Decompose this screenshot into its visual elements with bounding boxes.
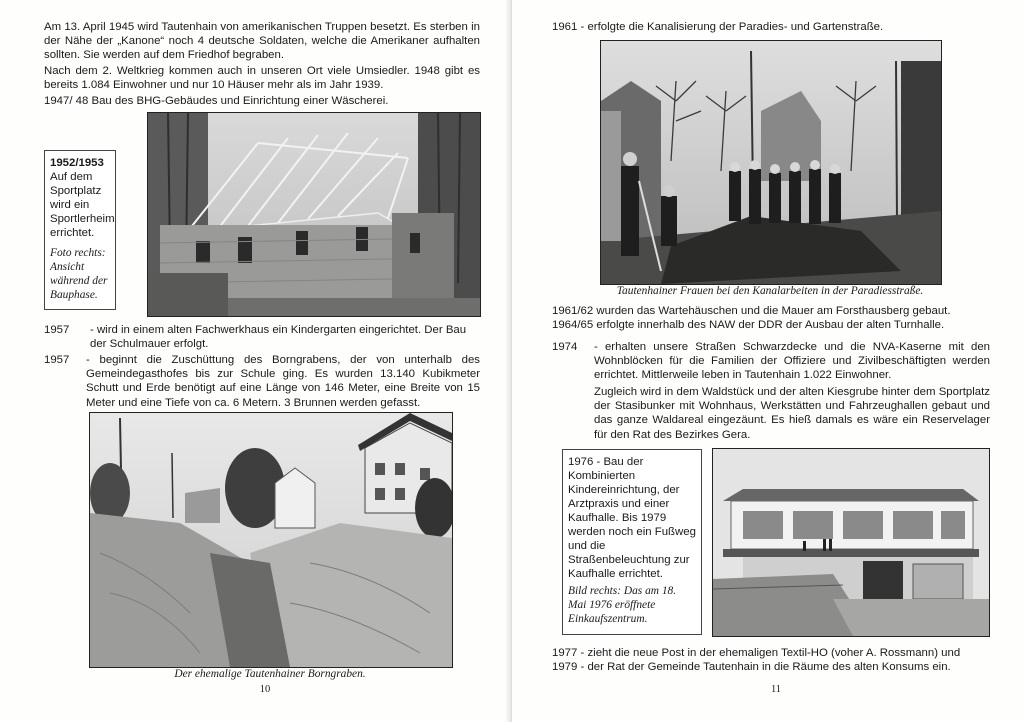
entry-1961-62: 1961/62 wurden das Wartehäuschen und die Mauer am Forsthausberg gebaut. xyxy=(552,305,951,317)
photo-borngraben xyxy=(89,412,453,668)
box-caption: Foto rechts: Ansicht während der Bauphase. xyxy=(50,247,108,301)
page-right xyxy=(512,0,1024,722)
photo-caption-canal-works: Tautenhainer Frauen bei den Kanalarbeiten in der Paradiesstraße. xyxy=(616,285,924,297)
photo-sportlerheim-construction xyxy=(147,112,481,317)
bhg-paragraph: 1947/ 48 Bau des BHG-Gebäudes und Einrichtung einer Wäscherei. xyxy=(44,95,389,107)
entry-1964-65: 1964/65 erfolgte innerhalb des NAW der DDR der Ausbau der alten Turnhalle. xyxy=(552,319,945,331)
entry-1961: 1961 - erfolgte die Kanalisierung der Paradies- und Gartenstraße. xyxy=(552,21,884,33)
entry-1957-borngraben: 1957 - beginnt die Zuschüttung des Borngrabens, der von unterhalb des Gemeindegasthofes bis zur Schule ging. Es wurden 13.140 Kubikmeter Schutt und Erde benötigt auf eine Länge von 146 Meter, eine Breite von 15 Meter und eine Tiefe von ca. 6 Metern. 3 Brunnen werden gefasst. xyxy=(44,354,480,409)
box-year: 1952/1953 xyxy=(50,157,104,169)
refugees-paragraph: Nach dem 2. Weltkrieg kommen auch in unseren Ort viele Umsiedler. 1948 gibt es bereits 1.084 Einwohner und nur 10 Häuser mehr als im Jahr 1939. xyxy=(44,65,480,92)
photo-caption-borngraben: Der ehemalige Tautenhainer Borngraben. xyxy=(174,668,366,680)
intro-paragraph: Am 13. April 1945 wird Tautenhain von amerikanischen Truppen besetzt. Es sterben in der Nähe der „Kanone“ noch 4 deutsche Soldaten, welche die Amerikaner aufhalten sollten. Sie werden auf dem Friedhof begraben. xyxy=(44,21,480,62)
entry-1957-kindergarten: 1957 - wird in einem alten Fachwerkhaus ein Kindergarten eingerichtet. Der Bau der Schulmauer erfolgt. xyxy=(44,324,467,351)
page-number-right: 11 xyxy=(770,684,782,695)
sidebar-box-1952 xyxy=(44,150,116,310)
photo-shopping-center xyxy=(712,448,990,637)
box-text: 1976 - Bau der Kombinierten Kindereinrichtung, der Arztpraxis und einer Kaufhalle. Bis 1979 werden noch ein Fußweg und die Straßenbeleuchtung zur Kaufhalle errichtet. xyxy=(568,456,696,580)
box-text: Auf dem Sportplatz wird ein Sportlerheim errichtet. xyxy=(50,171,115,239)
entry-1977: 1977 - zieht die neue Post in der ehemaligen Textil-HO (voher A. Rossmann) und xyxy=(552,647,961,659)
page-number-left: 10 xyxy=(259,684,271,695)
box-caption: Bild rechts: Das am 18. Mai 1976 eröffnete Einkaufszentrum. xyxy=(568,585,677,625)
entry-1979: 1979 - der Rat der Gemeinde Tautenhain in die Räume des alten Konsums ein. xyxy=(552,661,951,673)
entry-1974: 1974 - erhalten unsere Straßen Schwarzdecke und die NVA-Kaserne mit den Wohnblöcken für die Familien der Offiziere und Zivilbeschäftigten werden errichtet. Mittlerweile leben in Tautenhain 1.022 Einwohner. Zugleich wird in dem Waldstück und der alten Kiesgrube hinter dem Sportplatz der Stasibunker mit Wohnhaus, Werkstätten und Fahrzeughallen gebaut und das ganze Waldareal eingezäunt. Es hieß damals es wäre ein Reservelager für den Rat des Bezirkes Gera. xyxy=(552,341,990,441)
photo-women-canal-works xyxy=(600,40,942,285)
sidebar-box-1976 xyxy=(562,449,702,635)
